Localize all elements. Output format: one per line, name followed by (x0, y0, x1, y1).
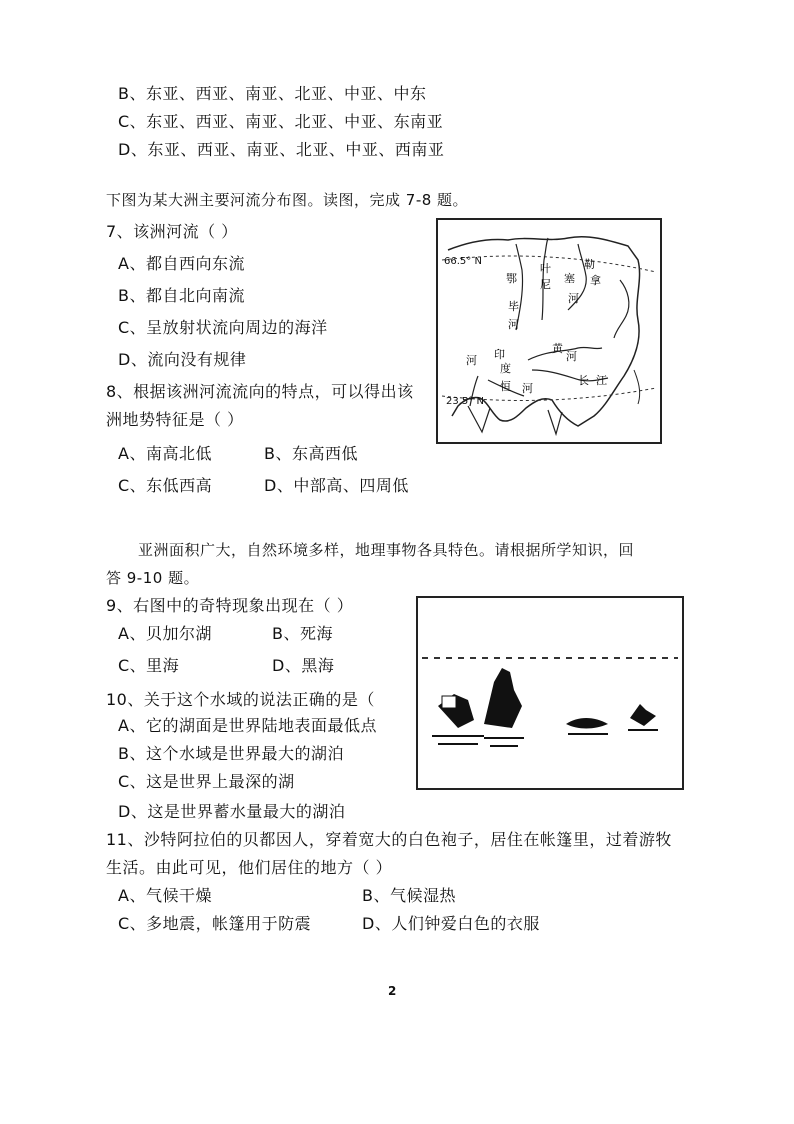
q9-option-b: B、死海 (272, 624, 333, 643)
label-sai: 塞 (564, 272, 575, 285)
label-23-5n: 23.5° N (446, 396, 484, 407)
q6-option-d: D、东亚、西亚、南亚、北亚、中亚、西南亚 (118, 140, 445, 159)
label-le: 勒 (584, 258, 595, 271)
q7-option-b: B、都自北向南流 (118, 286, 245, 305)
label-66-5n: 66.5° N (444, 256, 482, 267)
label-ye: 叶 (540, 262, 551, 275)
q11-option-a: A、气候干燥 (118, 886, 212, 905)
yellow-river (528, 347, 602, 360)
q10-option-d: D、这是世界蓄水量最大的湖泊 (118, 802, 346, 821)
label-he-2: 河 (508, 318, 519, 331)
q10-option-c: C、这是世界上最深的湖 (118, 772, 295, 791)
q8-stem-line2: 洲地势特征是（ ） (106, 410, 244, 429)
label-e: 鄂 (506, 272, 517, 285)
dead-sea-picture (416, 596, 684, 790)
label-he-5: 河 (522, 382, 533, 395)
q8-option-b: B、东高西低 (264, 444, 358, 463)
label-na: 拿 (590, 274, 601, 287)
q10-option-a: A、它的湖面是世界陆地表面最低点 (118, 716, 377, 735)
q6-option-b: B、东亚、西亚、南亚、北亚、中亚、中东 (118, 84, 427, 103)
q8-option-d: D、中部高、四周低 (264, 476, 409, 495)
dead-sea-drawing (418, 598, 682, 788)
label-jiang: 江 (596, 374, 607, 387)
kamchatka-japan-coast (614, 280, 629, 338)
water-reflections (432, 730, 658, 746)
q9-stem: 9、右图中的奇特现象出现在（ ） (106, 596, 354, 615)
floating-person-4 (630, 704, 656, 726)
label-yin: 印 (494, 348, 505, 361)
q10-option-b: B、这个水域是世界最大的湖泊 (118, 744, 344, 763)
label-he-3: 河 (566, 350, 577, 363)
label-ni: 尼 (540, 278, 551, 291)
q11-option-b: B、气候湿热 (362, 886, 456, 905)
label-he-4: 河 (466, 354, 477, 367)
q11-stem-line1: 11、沙特阿拉伯的贝都因人，穿着宽大的白色袍子，居住在帐篷里，过着游牧 (106, 830, 672, 849)
q10-stem: 10、关于这个水域的说法正确的是（ (106, 690, 375, 709)
label-du: 度 (500, 362, 511, 375)
q8-option-c: C、东低西高 (118, 476, 213, 495)
indochina-peninsula (548, 410, 562, 434)
q8-stem-line1: 8、根据该洲河流流向的特点，可以得出该 (106, 382, 414, 401)
q11-option-d: D、人们钟爱白色的衣服 (362, 914, 540, 933)
asia-river-map (436, 218, 662, 444)
label-he-1: 河 (568, 292, 579, 305)
q11-stem-line2: 生活。由此可见，他们居住的地方（ ） (106, 858, 393, 877)
q8-option-a: A、南高北低 (118, 444, 212, 463)
india-peninsula (468, 406, 490, 432)
q7-stem: 7、该洲河流（ ） (106, 222, 238, 241)
label-chang: 长 (578, 374, 589, 387)
floating-person-2 (484, 668, 522, 728)
asia-river-map-drawing (438, 220, 660, 442)
floating-person-3 (566, 718, 608, 729)
intro-9-10-line2: 答 9-10 题。 (106, 569, 200, 587)
q9-option-d: D、黑海 (272, 656, 335, 675)
islands-outline (634, 370, 640, 404)
label-heng: 恒 (500, 380, 511, 393)
q7-option-d: D、流向没有规律 (118, 350, 247, 369)
q9-option-a: A、贝加尔湖 (118, 624, 212, 643)
newspaper-1 (442, 696, 456, 708)
q6-option-c: C、东亚、西亚、南亚、北亚、中亚、东南亚 (118, 112, 444, 131)
q7-option-a: A、都自西向东流 (118, 254, 245, 273)
q7-option-c: C、呈放射状流向周边的海洋 (118, 318, 328, 337)
label-bi: 毕 (508, 300, 519, 313)
intro-9-10-line1: 亚洲面积广大，自然环境多样，地理事物各具特色。请根据所学知识，回 (138, 541, 635, 559)
page-number: 2 (388, 984, 397, 998)
label-huang: 黄 (552, 342, 563, 355)
intro-7-8: 下图为某大洲主要河流分布图。读图，完成 7-8 题。 (106, 191, 469, 209)
q9-option-c: C、里海 (118, 656, 180, 675)
q11-option-c: C、多地震，帐篷用于防震 (118, 914, 312, 933)
